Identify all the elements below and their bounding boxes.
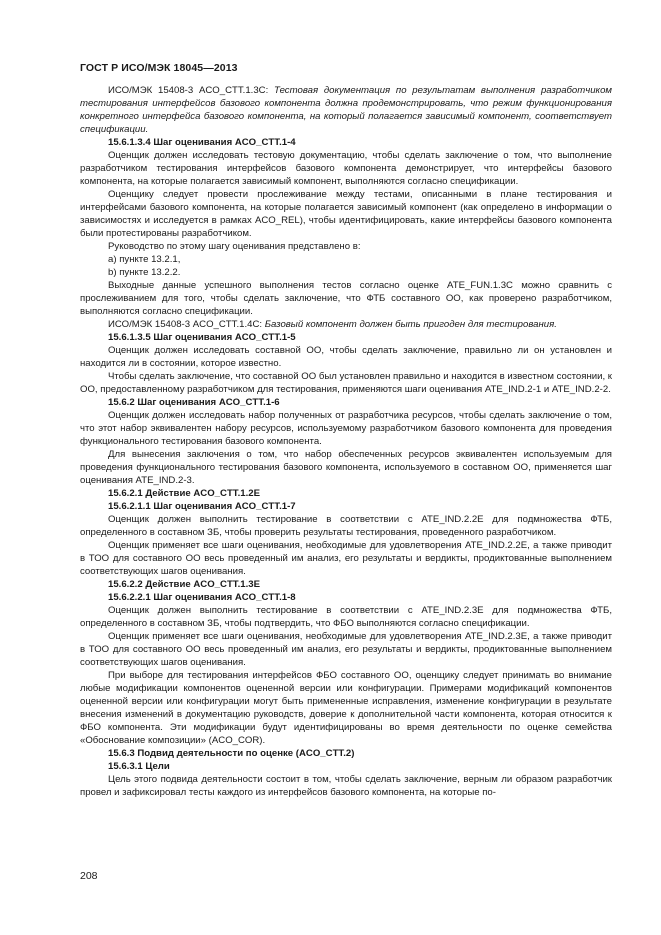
document-body	[80, 84, 612, 799]
page-header: ГОСТ Р ИСО/МЭК 18045—2013	[80, 62, 238, 74]
paragraph-text: Оценщик должен исследовать тестовую документацию, чтобы сделать заключение о том, что выполнение разработчиком тестирования интерфейсов базового компонента демонстрирует, что интерфейсы базового компонента, на которые полагается зависимый компонент, выполняются согласно спецификации.	[80, 150, 612, 187]
section-heading	[80, 331, 612, 344]
paragraph	[80, 630, 612, 669]
paragraph	[80, 370, 612, 396]
paragraph-text: 15.6.2.2.1 Шаг оценивания ACO_CTT.1-8	[108, 592, 296, 603]
paragraph-text: 15.6.3.1 Цели	[108, 761, 170, 772]
paragraph	[80, 604, 612, 630]
paragraph-text: Оценщик должен исследовать составной ОО, чтобы сделать заключение, правильно ли он установлен и находится ли в состоянии, которое известно.	[80, 345, 612, 369]
paragraph-text: 15.6.3 Подвид деятельности по оценке (ACO_CTT.2)	[108, 748, 355, 759]
paragraph-text: 15.6.2.1.1 Шаг оценивания ACO_CTT.1-7	[108, 501, 296, 512]
paragraph-text: Выходные данные успешного выполнения тестов согласно оценке ATE_FUN.1.3C можно сравнить с прослеживанием для того, чтобы сделать заключение, что ФТБ составного ОО, как проверено разработчиком, выполняются согласно спецификации.	[80, 280, 612, 317]
paragraph-text: 15.6.1.3.4 Шаг оценивания ACO_CTT.1-4	[108, 137, 296, 148]
section-heading	[80, 396, 612, 409]
page-number: 208	[80, 870, 98, 882]
section-heading	[80, 591, 612, 604]
paragraph-text: Тестовая документация по результатам выполнения разработчиком тестирования интерфейсов базового компонента должна продемонстрировать, что режим функционирования конкретного интерфейса базового компонента, на который полагается зависимый компонент, соответствует спецификации.	[80, 85, 612, 135]
paragraph-text: Для вынесения заключения о том, что набор обеспеченных ресурсов эквивалентен используемым для проведения функционального тестирования базового компонента, используемого в составном ОО, применяется шаг оценивания ATE_IND.2-3.	[80, 449, 612, 486]
section-heading	[80, 136, 612, 149]
requirement-reference: ИСО/МЭК 15408-3 ACO_CTT.1.4C:	[108, 319, 265, 330]
section-heading	[80, 500, 612, 513]
paragraph	[80, 188, 612, 240]
paragraph	[80, 448, 612, 487]
paragraph-text: Базовый компонент должен быть пригоден для тестирования.	[264, 319, 557, 330]
paragraph	[80, 279, 612, 318]
paragraph	[80, 669, 612, 747]
section-heading	[80, 578, 612, 591]
paragraph	[80, 84, 612, 136]
paragraph-text: b) пункте 13.2.2.	[108, 267, 181, 278]
paragraph-text: Оценщик должен исследовать набор полученных от разработчика ресурсов, чтобы сделать заключение о том, что этот набор эквивалентен набору ресурсов, используемому разработчиком базового компонента для проведения функционального тестирования базового компонента.	[80, 410, 612, 447]
paragraph-text: При выборе для тестирования интерфейсов ФБО составного ОО, оценщику следует принимать во внимание любые модификации компонентов оцененной версии или конфигурации. Примерами модификаций компонентов оцененной версии или конфигурации могут быть примененные исправления, изменение конфигурации в результате внесения изменений в документацию руководств, доверие к дополнительной части компонента, которая относится к ФБО компонента. Эти модификации будут идентифицированы во время деятельности по оценке семейства «Обоснование композиции» (ACO_COR).	[80, 670, 612, 746]
list-item	[80, 266, 612, 279]
paragraph	[80, 773, 612, 799]
paragraph-text: Цель этого подвида деятельности состоит в том, чтобы сделать заключение, верным ли образом разработчик провел и зафиксировал тесты каждого из интерфейсов базового компонента, на которые по-	[80, 774, 612, 798]
list-item	[80, 253, 612, 266]
paragraph-text: Оценщик должен выполнить тестирование в соответствии с ATE_IND.2.3E для подмножества ФТБ, определенного в составном ЗБ, чтобы подтвердить, что ФБО выполняются согласно спецификации.	[80, 605, 612, 629]
paragraph	[80, 149, 612, 188]
paragraph-text: а) пункте 13.2.1,	[108, 254, 181, 265]
paragraph-text: Чтобы сделать заключение, что составной ОО был установлен правильно и находится в известном состоянии, к ОО, предоставленному разработчиком для тестирования, применяются шаги оценивания ATE_IND.2-1 и ATE_IND.2-2.	[80, 371, 612, 395]
paragraph-text: Руководство по этому шагу оценивания представлено в:	[108, 241, 361, 252]
paragraph-text: Оценщик применяет все шаги оценивания, необходимые для удовлетворения ATE_IND.2.3E, а также приводит в ТОО для составного ОО весь проведенный им анализ, его результаты и вердикты, продиктованные выполнением соответствующих шагов оценивания.	[80, 631, 612, 668]
paragraph-text: 15.6.2.1 Действие ACO_CTT.1.2E	[108, 488, 260, 499]
section-heading	[80, 747, 612, 760]
paragraph	[80, 344, 612, 370]
paragraph-text: Оценщик должен выполнить тестирование в соответствии с ATE_IND.2.2E для подмножества ФТБ, определенного в составном ЗБ, чтобы проверить результаты тестирования, проведенного разработчиком.	[80, 514, 612, 538]
paragraph	[80, 318, 612, 331]
paragraph-text: Оценщик применяет все шаги оценивания, необходимые для удовлетворения ATE_IND.2.2E, а также приводит в ТОО для составного ОО весь проведенный им анализ, его результаты и вердикты, продиктованные выполнением соответствующих шагов оценивания.	[80, 540, 612, 577]
paragraph	[80, 409, 612, 448]
paragraph-text: Оценщику следует провести прослеживание между тестами, описанными в плане тестирования и интерфейсами базового компонента, на которые полагается зависимый компонент (как определено в информации о зависимостях и исследуется в рамках ACO_REL), чтобы идентифицировать, какие интерфейсы базового компонента были протестированы разработчиком.	[80, 189, 612, 239]
paragraph-text: 15.6.2.2 Действие ACO_CTT.1.3E	[108, 579, 260, 590]
requirement-reference: ИСО/МЭК 15408-3 ACO_CTT.1.3C:	[108, 85, 275, 96]
paragraph-text: 15.6.1.3.5 Шаг оценивания ACO_CTT.1-5	[108, 332, 296, 343]
paragraph	[80, 513, 612, 539]
paragraph-text: 15.6.2 Шаг оценивания ACO_CTT.1-6	[108, 397, 280, 408]
paragraph	[80, 240, 612, 253]
paragraph	[80, 539, 612, 578]
section-heading	[80, 487, 612, 500]
section-heading	[80, 760, 612, 773]
